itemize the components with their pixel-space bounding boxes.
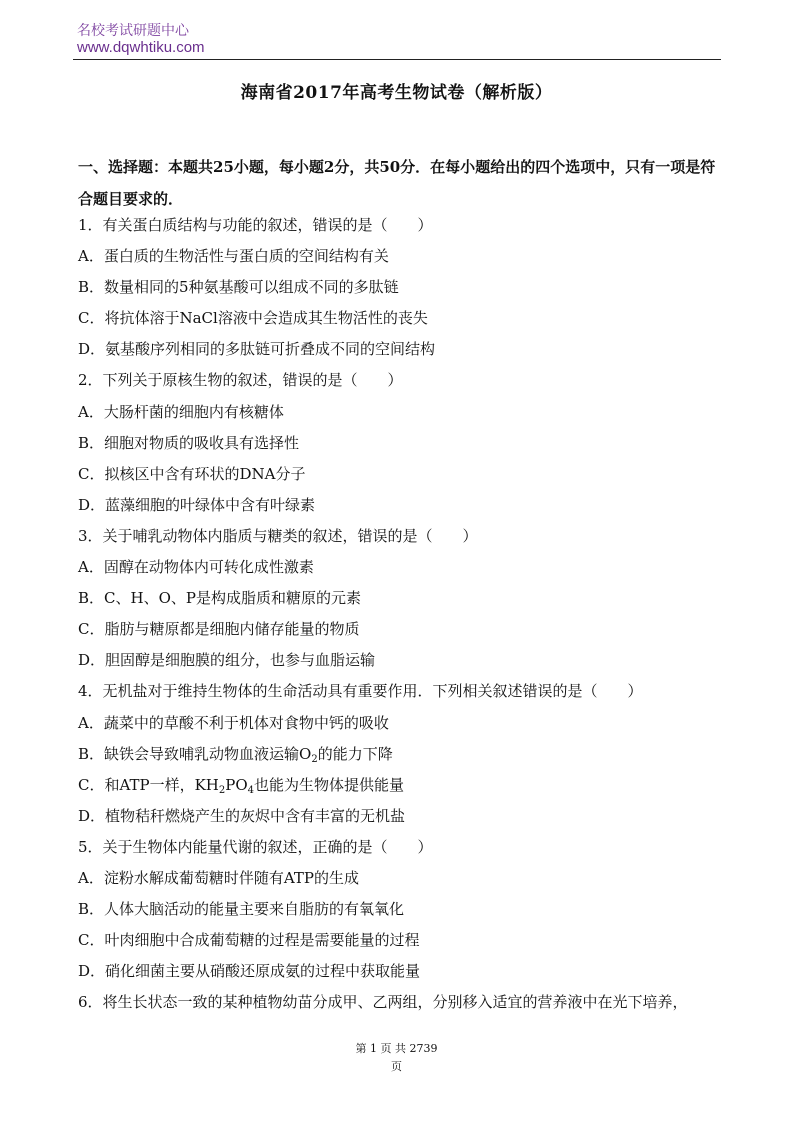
page-title: 海南省2017年高考生物试卷（解析版） — [240, 83, 553, 103]
question-4-option-c — [78, 771, 728, 802]
page-number-suffix: 页 — [391, 1060, 402, 1073]
subscript: 4 — [247, 784, 255, 796]
question-2-option-d: D．蓝藻细胞的叶绿体中含有叶绿素 — [78, 495, 316, 514]
page-number: 第 1 页 共 2739 — [355, 1042, 438, 1055]
question-5-option-a: A．淀粉水解成葡萄糖时伴随有ATP的生成 — [78, 868, 359, 887]
question-4-option-c-text-end: 也能为生物体提供能量 — [254, 775, 405, 794]
question-5-option-b: B．人体大脑活动的能量主要来自脂肪的有氧氧化 — [78, 900, 405, 919]
subscript: 2 — [311, 753, 318, 765]
question-list — [78, 211, 728, 1019]
question-2-option-c: C．拟核区中含有环状的DNA分子 — [78, 464, 306, 483]
question-1-option-b: B．数量相同的5种氨基酸可以组成不同的多肽链 — [78, 278, 399, 297]
question-3-option-a: A．固醇在动物体内可转化成性激素 — [78, 558, 314, 577]
header-brand: 名校考试研题中心 — [77, 23, 189, 39]
question-1-option-a: A．蛋白质的生物活性与蛋白质的空间结构有关 — [78, 247, 389, 266]
question-6-stem: 6．将生长状态一致的某种植物幼苗分成甲、乙两组，分别移入适宜的营养液中在光下培养， — [78, 993, 688, 1012]
section-heading: 一、选择题：本题共25小题，每小题2分，共50分．在每小题给出的四个选项中，只有一项是符合题目要求的． — [78, 158, 716, 208]
question-2-option-b: B．细胞对物质的吸收具有选择性 — [78, 433, 300, 452]
question-4-stem: 4．无机盐对于维持生物体的生命活动具有重要作用．下列相关叙述错误的是（ ） — [78, 682, 643, 701]
header-url: www.dqwhtiku.com — [77, 39, 205, 56]
question-2-stem: 2．下列关于原核生物的叙述，错误的是（ ） — [78, 371, 403, 390]
question-1-stem: 1．有关蛋白质结构与功能的叙述，错误的是（ ） — [78, 216, 433, 234]
question-3-option-b: B．C、H、O、P是构成脂质和糖原的元素 — [78, 589, 361, 608]
question-4-option-a: A．蔬菜中的草酸不利于机体对食物中钙的吸收 — [78, 713, 389, 732]
question-2-option-a: A．大肠杆菌的细胞内有核糖体 — [78, 402, 284, 421]
question-4-option-b-text-end: 的能力下降 — [317, 744, 393, 763]
question-3-option-d: D．胆固醇是细胞膜的组分，也参与血脂运输 — [78, 651, 376, 670]
question-4-option-b — [78, 740, 728, 771]
question-1-option-c: C．将抗体溶于NaCl溶液中会造成其生物活性的丧失 — [78, 309, 428, 328]
question-4-option-d: D．植物秸秆燃烧产生的灰烬中含有丰富的无机盐 — [78, 806, 406, 825]
question-3-stem: 3．关于哺乳动物体内脂质与糖类的叙述，错误的是（ ） — [78, 526, 478, 545]
question-4-option-c-text: C．和ATP一样，KH — [78, 775, 219, 794]
question-4-option-b-text: B．缺铁会导致哺乳动物血液运输O — [78, 744, 312, 763]
subscript: 2 — [218, 784, 226, 796]
header-divider — [73, 59, 721, 60]
question-5-option-d: D．硝化细菌主要从硝酸还原成氨的过程中获取能量 — [78, 962, 421, 981]
question-3-option-c: C．脂肪与糖原都是细胞内储存能量的物质 — [78, 620, 360, 639]
question-5-stem: 5．关于生物体内能量代谢的叙述，正确的是（ ） — [78, 837, 433, 856]
question-4-option-c-formula: PO — [225, 775, 248, 794]
page-footer — [0, 1040, 793, 1076]
question-5-option-c: C．叶肉细胞中合成葡萄糖的过程是需要能量的过程 — [78, 931, 420, 950]
question-1-option-d: D．氨基酸序列相同的多肽链可折叠成不同的空间结构 — [78, 340, 436, 359]
